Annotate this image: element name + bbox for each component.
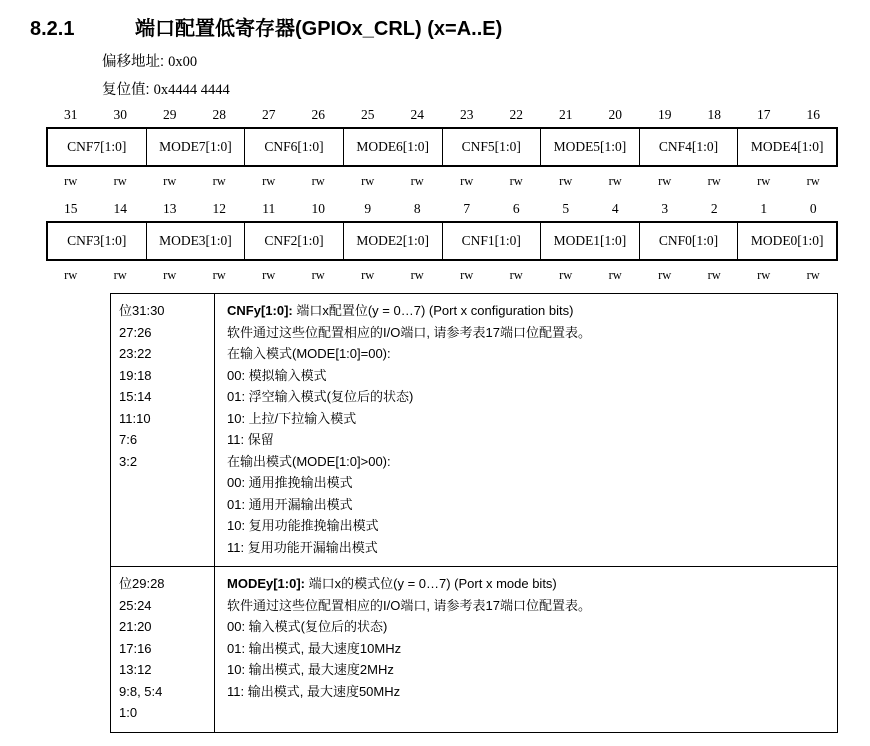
offset-address-value: 0x00 [168, 54, 198, 70]
description-line: 11: 保留 [227, 432, 274, 447]
description-line: 00: 输入模式(复位后的状态) [227, 619, 388, 634]
offset-address-line [102, 50, 197, 71]
field-title-line [227, 300, 829, 322]
bit-description-cell [215, 567, 837, 732]
bit-range: 25:24 [119, 597, 152, 613]
bit-number: 0 [809, 201, 817, 216]
reset-value-label: 复位值: [102, 82, 150, 98]
bit-number: 2 [710, 201, 718, 216]
description-line: 10: 上拉/下拉输入模式 [227, 410, 357, 426]
register-field-cell: MODE6[1:0] [344, 129, 443, 165]
bit-number: 15 [64, 201, 78, 216]
access-row-high [46, 172, 838, 190]
register-field-cell: MODE0[1:0] [750, 233, 824, 248]
access-label: rw [163, 268, 177, 282]
field-title-line [227, 573, 829, 595]
bit-range-cell [111, 567, 215, 732]
register-field-cell: MODE5[1:0] [541, 129, 640, 165]
bit-number: 28 [212, 107, 226, 122]
description-line: 软件通过这些位配置相应的I/O端口, 请参考表17端口位配置表。 [227, 597, 592, 613]
bit-range: 17:16 [119, 640, 152, 656]
register-diagram-low [46, 200, 838, 284]
access-label: rw [311, 268, 325, 282]
bit-number: 3 [661, 201, 669, 216]
access-label: rw [509, 174, 523, 188]
bit-number: 22 [509, 107, 523, 122]
register-field-cell: CNF1[1:0] [443, 223, 542, 259]
bit-description-cell [215, 294, 837, 566]
access-label: rw [262, 268, 276, 282]
access-label: rw [113, 268, 127, 282]
bit-number: 23 [460, 107, 474, 122]
access-label: rw [311, 174, 325, 188]
bit-number: 24 [410, 107, 424, 122]
section-title: 端口配置低寄存器(GPIOx_CRL) (x=A..E) [135, 18, 503, 40]
bit-range-cell [111, 294, 215, 566]
bit-number: 6 [512, 201, 520, 216]
bit-description-table [110, 293, 838, 733]
bit-number: 19 [658, 107, 672, 122]
access-label: rw [608, 268, 622, 282]
access-label: rw [163, 174, 177, 188]
bit-range: 位31:30 [119, 303, 165, 318]
access-label: rw [806, 268, 820, 282]
access-label: rw [361, 268, 375, 282]
bit-range: 7:6 [119, 432, 138, 447]
bit-range: 1:0 [119, 705, 138, 720]
bit-range: 21:20 [119, 619, 152, 634]
bit-number: 18 [707, 107, 721, 122]
access-label: rw [361, 174, 375, 188]
bit-number: 1 [760, 201, 768, 216]
bit-number-row-low [46, 200, 838, 218]
access-label: rw [410, 268, 424, 282]
access-label: rw [460, 174, 474, 188]
bit-number: 27 [262, 107, 276, 122]
bit-range: 19:18 [119, 367, 152, 383]
description-line: 10: 复用功能推挽输出模式 [227, 518, 379, 533]
reset-value-value: 0x4444 4444 [153, 82, 230, 98]
register-field-row-high [46, 127, 838, 167]
bit-number: 5 [562, 201, 570, 216]
bit-range: 11:10 [119, 410, 151, 426]
access-label: rw [757, 268, 771, 282]
bit-range: 13:12 [119, 662, 152, 677]
bit-range: 3:2 [119, 453, 138, 469]
description-line: 10: 输出模式, 最大速度2MHz [227, 662, 394, 677]
register-field-row-low [46, 221, 838, 261]
bit-number: 4 [611, 201, 619, 216]
field-name: CNFy[1:0]: [227, 303, 293, 318]
access-label: rw [509, 268, 523, 282]
bit-number: 8 [413, 201, 421, 216]
bit-number: 31 [64, 107, 78, 122]
access-label: rw [608, 174, 622, 188]
access-label: rw [806, 174, 820, 188]
offset-address-label: 偏移地址: [102, 54, 165, 70]
page-title [30, 12, 502, 41]
bit-range: 15:14 [119, 389, 152, 404]
register-field-cell: CNF6[1:0] [245, 129, 344, 165]
table-row [111, 294, 837, 567]
bit-number: 13 [163, 201, 177, 216]
access-label: rw [64, 174, 78, 188]
access-label: rw [113, 174, 127, 188]
bit-number: 20 [608, 107, 622, 122]
register-field-cell: MODE4[1:0] [750, 139, 824, 154]
bit-number: 25 [361, 107, 375, 122]
description-line: 在输入模式(MODE[1:0]=00): [227, 346, 391, 361]
table-row [111, 567, 837, 732]
access-label: rw [460, 268, 474, 282]
access-row-low [46, 266, 838, 284]
bit-range: 23:22 [119, 346, 152, 361]
bit-number: 14 [113, 201, 127, 216]
field-title-rest: 端口x的模式位(y = 0…7) (Port x mode bits) [305, 576, 557, 591]
bit-number: 9 [364, 201, 372, 216]
register-field-cell: MODE1[1:0] [541, 223, 640, 259]
field-title-rest: 端口x配置位(y = 0…7) (Port x configuration bits) [292, 303, 574, 318]
access-label: rw [658, 174, 672, 188]
access-label: rw [212, 268, 226, 282]
access-label: rw [757, 174, 771, 188]
bit-number: 12 [212, 201, 226, 216]
register-field-cell: MODE3[1:0] [147, 223, 246, 259]
description-line: 在输出模式(MODE[1:0]>00): [227, 453, 391, 469]
reset-value-line [102, 78, 230, 99]
bit-number: 29 [163, 107, 177, 122]
bit-number: 21 [559, 107, 573, 122]
bit-number: 7 [463, 201, 471, 216]
register-field-cell: CNF4[1:0] [640, 129, 739, 165]
description-line: 00: 模拟输入模式 [227, 367, 327, 383]
access-label: rw [559, 174, 573, 188]
bit-number: 17 [757, 107, 771, 122]
bit-number: 30 [113, 107, 127, 122]
bit-range: 位29:28 [119, 576, 165, 591]
register-field-cell: CNF7[1:0] [48, 129, 147, 165]
field-name: MODEy[1:0]: [227, 576, 306, 591]
access-label: rw [212, 174, 226, 188]
register-diagram-high [46, 106, 838, 190]
bit-number: 11 [262, 201, 276, 216]
description-line: 01: 浮空输入模式(复位后的状态) [227, 389, 414, 404]
access-label: rw [658, 268, 672, 282]
register-field-cell: CNF5[1:0] [443, 129, 542, 165]
description-line: 00: 通用推挽输出模式 [227, 475, 353, 490]
bit-number: 16 [806, 107, 820, 122]
register-field-cell: CNF3[1:0] [48, 223, 147, 259]
register-field-cell: MODE2[1:0] [344, 223, 443, 259]
bit-range: 9:8, 5:4 [119, 683, 163, 699]
description-line: 11: 输出模式, 最大速度50MHz [227, 683, 401, 699]
access-label: rw [262, 174, 276, 188]
access-label: rw [707, 268, 721, 282]
access-label: rw [410, 174, 424, 188]
access-label: rw [559, 268, 573, 282]
access-label: rw [64, 268, 78, 282]
description-line: 01: 通用开漏输出模式 [227, 496, 353, 512]
bit-number: 26 [311, 107, 325, 122]
register-field-cell: MODE7[1:0] [147, 129, 246, 165]
access-label: rw [707, 174, 721, 188]
description-line: 01: 输出模式, 最大速度10MHz [227, 640, 402, 656]
bit-range: 27:26 [119, 324, 152, 340]
description-line: 软件通过这些位配置相应的I/O端口, 请参考表17端口位配置表。 [227, 324, 592, 340]
bit-number-row-high [46, 106, 838, 124]
register-field-cell: CNF2[1:0] [245, 223, 344, 259]
bit-number: 10 [311, 201, 325, 216]
section-number: 8.2.1 [30, 18, 75, 40]
description-line: 11: 复用功能开漏输出模式 [227, 539, 378, 555]
register-field-cell: CNF0[1:0] [640, 223, 739, 259]
